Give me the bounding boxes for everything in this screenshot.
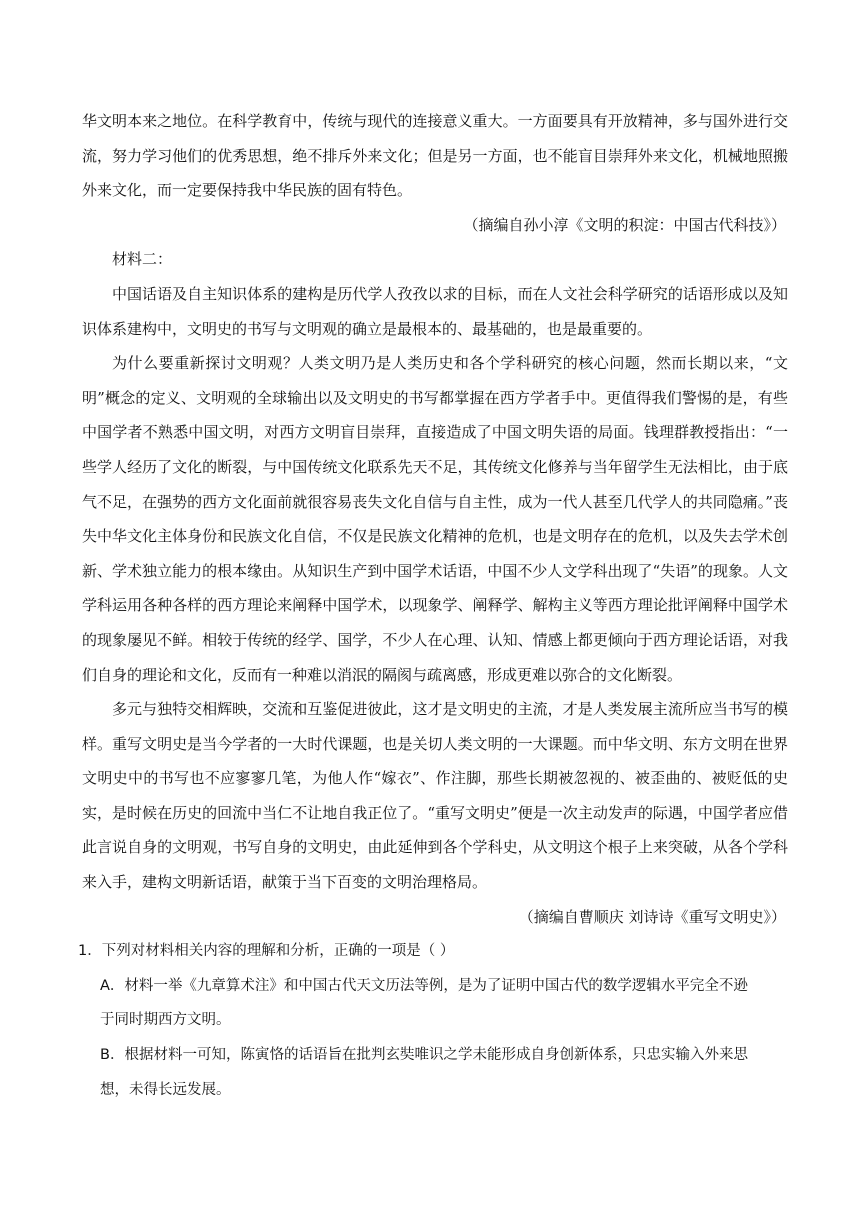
material2-paragraph: 中国话语及自主知识体系的建构是历代学人孜孜以求的目标，而在人文社会科学研究的话语形成以及知识体系建构中，文明史的书写与文明观的确立是最根本的、最基础的，也是最重要的。 [82,284,788,338]
material2-paragraph: 为什么要重新探讨文明观？人类文明乃是人类历史和各个学科研究的核心问题，然而长期以来，“文明”概念的定义、文明观的全球输出以及文明史的书写都掌握在西方学者手中。更值得我们警惕的是，有些中国学者不熟悉中国文明，对西方文明盲目崇拜，直接造成了中国文明失语的局面。钱理群教授指出：“一些学人经历了文化的断裂，与中国传统文化联系先天不足，其传统文化修养与当年留学生无法相比，由于底气不足，在强势的西方文化面前就很容易丧失文化自信与自主性，成为一代人甚至几代学人的共同隐痛。”丧失中华文化主体身份和民族文化自信，不仅是民族文化精神的危机，也是文明存在的危机，以及失去学术创新、学术独立能力的根本缘由。从知识生产到中国学术话语，中国不少人文学科出现了“失语”的现象。人文学科运用各种各样的西方理论来阐释中国学术，以现象学、阐释学、解构主义等西方理论批评阐释中国学术的现象屡见不鲜。相较于传统的经学、国学，不少人在心理、认知、情感上都更倾向于西方理论话语，对我们自身的理论和文化，反而有一种难以消泯的隔阂与疏离感，形成更难以弥合的文化断裂。 [82,354,788,684]
document-body [78,104,788,1107]
option-b[interactable] [82,1038,788,1107]
option-b-line-1: B．根据材料一可知，陈寅恪的话语旨在批判玄奘唯识之学未能形成自身创新体系，只忠实输入外来思 [100,1047,748,1064]
material1-source-citation: （摘编自孙小淳《文明的积淀：中国古代科技》） [463,215,786,234]
question-stem: 1．下列对材料相关内容的理解和分析，正确的一项是（ ） [78,943,455,960]
option-a-line-1: A．材料一举《九章算术注》和中国古代天文历法等例，是为了证明中国古代的数学逻辑水平完全不逊 [100,977,748,994]
material2-source-citation: （摘编自曹顺庆 刘诗诗《重写文明史》） [518,907,786,926]
material2-paragraph: 多元与独特交相辉映，交流和互鉴促进彼此，这才是文明史的主流，才是人类发展主流所应当书写的模样。重写文明史是当今学者的一大时代课题，也是关切人类文明的一大课题。而中华文明、东方文明在世界文明史中的书写也不应寥寥几笔，为他人作“嫁衣”、作注脚，那些长期被忽视的、被歪曲的、被贬低的史实，是时候在历史的回流中当仁不让地自我正位了。“重写文明史”便是一次主动发声的际遇，中国学者应借此言说自身的文明观，书写自身的文明史，由此延伸到各个学科史，从文明这个根子上来突破，从各个学科来入手，建构文明新话语，献策于当下百变的文明治理格局。 [82,700,788,892]
material1-closing-paragraph: 华文明本来之地位。在科学教育中，传统与现代的连接意义重大。一方面要具有开放精神，多与国外进行交流，努力学习他们的优秀思想，绝不排斥外来文化；但是另一方面，也不能盲目崇拜外来文化，机械地照搬外来文化，而一定要保持我中华民族的固有特色。 [82,112,788,200]
option-a[interactable] [82,969,788,1038]
question-block [78,934,788,1107]
material2-label: 材料二： [112,250,173,269]
option-b-line-2: 想，未得长远发展。 [100,1081,231,1098]
option-a-line-2: 于同时期西方文明。 [100,1012,231,1029]
